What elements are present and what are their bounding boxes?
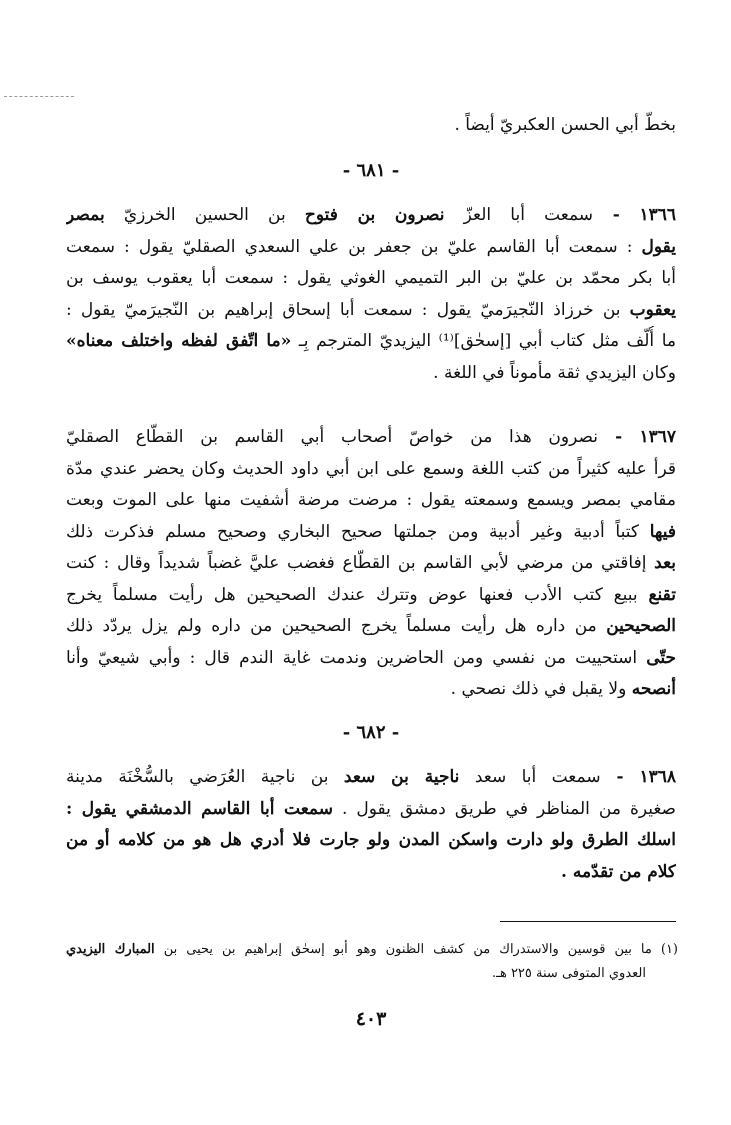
text-line: ١٣٦٨ - سمعت أبا سعد ناجية بن سعد بن ناجية العُرَضي بالسُّخْنَة مدينة bbox=[66, 767, 676, 787]
paragraph-continuation bbox=[66, 110, 676, 142]
text-line: كلام من تقدّمه . bbox=[561, 861, 676, 882]
section-number: - ٦٨٢ - bbox=[342, 722, 400, 743]
text-line: بخطّ أبي الحسن العكبريّ أيضاً . bbox=[454, 115, 676, 135]
text-line: وكان اليزيدي ثقة مأموناً في اللغة . bbox=[433, 362, 676, 383]
text-line: تقنع ببيع كتب الأدب فعنها عوض وتترك عندك الصحيحين هل رأيت مسلماً يخرج bbox=[66, 584, 676, 605]
entry-number: ١٣٦٨ - bbox=[600, 767, 676, 787]
text-line: أبا بكر محمّد بن عليّ بن البر التميمي الغوثي يقول : سمعت أبا يعقوب يوسف بن bbox=[66, 268, 676, 288]
text-line: يعقوب بن خرزاذ النّجيرَميّ يقول : سمعت أبا إسحاق إبراهيم بن النّجيرَميّ يقول : bbox=[66, 299, 676, 320]
text-line: أنصحه ولا يقبل في ذلك نصحي . bbox=[450, 679, 676, 699]
entry-1367 bbox=[66, 422, 676, 706]
text-line: مقامي بمصر ويسمع وسمعته يقول : مرضت مرضة أشفيت منها على الموت وبعت bbox=[66, 490, 676, 510]
text-line: ما أُلّف مثل كتاب أبي [إسحٰق]⁽¹⁾ اليزيديّ المترجم بِـ «ما اتّفق لفظه واختلف معناه» bbox=[66, 331, 676, 351]
text-line: فيها كتباً أدبية وغير أدبية ومن جملتها صحيح البخاري وصحيح مسلم فذكرت ذلك bbox=[66, 521, 676, 542]
footnote-line: العدوي المتوفى سنة ٢٢٥ هـ. bbox=[492, 966, 646, 981]
entry-number: ١٣٦٦ - bbox=[593, 205, 676, 225]
person-name: نصرون بن فتوح bbox=[304, 205, 445, 225]
text-line: ١٣٦٧ - نصرون هذا من خواصّ أصحاب أبي القاسم بن القطّاع الصقليّ bbox=[66, 427, 676, 447]
page-number: ٤٠٣ bbox=[355, 1008, 387, 1030]
entry-1366 bbox=[66, 200, 676, 389]
entry-1368 bbox=[66, 762, 676, 888]
entry-number: ١٣٦٧ - bbox=[597, 427, 676, 447]
footnote-line: (١) ما بين قوسين والاستدراك من كشف الظنون وهو أبو إسحٰق إبراهيم بن يحيى بن المبارك اليزيدي bbox=[66, 942, 678, 957]
footnote-divider bbox=[500, 921, 676, 922]
text-line: اسلك الطرق ولو دارت واسكن المدن ولو جارت فلا أدري هل هو من كلامه أو من bbox=[66, 830, 676, 850]
text-line: يقول : سمعت أبا القاسم عليّ بن جعفر بن علي السعدي الصقليّ يقول : سمعت bbox=[66, 236, 676, 257]
text-line: بعد إفاقتي من مرضي لأبي القاسم بن القطّاع فغضب عليَّ غضباً شديداً وقال : كنت bbox=[66, 553, 676, 573]
text-line: قرأ عليه كثيراً من كتب اللغة وسمع على ابن أبي داود الحديث وكان يحضر عندي مدّة bbox=[66, 458, 676, 479]
footnote bbox=[66, 938, 678, 986]
text-line: صغيرة من المناظر في طريق دمشق يقول . سمعت أبا القاسم الدمشقي يقول : bbox=[66, 798, 676, 819]
section-number: - ٦٨١ - bbox=[342, 160, 400, 181]
text-line: حتّى استحييت من نفسي ومن الحاضرين وندمت غاية الندم قال : وأبي شيعيّ وأنا bbox=[66, 647, 676, 668]
scan-artifact-line bbox=[4, 96, 74, 97]
text-line: الصحيحين من داره هل رأيت مسلماً يخرج الصحيحين من داره ولم يزل يردّد ذلك bbox=[66, 616, 676, 636]
text-line: ١٣٦٦ - سمعت أبا العزّ نصرون بن فتوح بن الحسين الخرزيّ بمصر bbox=[66, 205, 676, 225]
person-name: ناجية بن سعد bbox=[343, 767, 460, 787]
